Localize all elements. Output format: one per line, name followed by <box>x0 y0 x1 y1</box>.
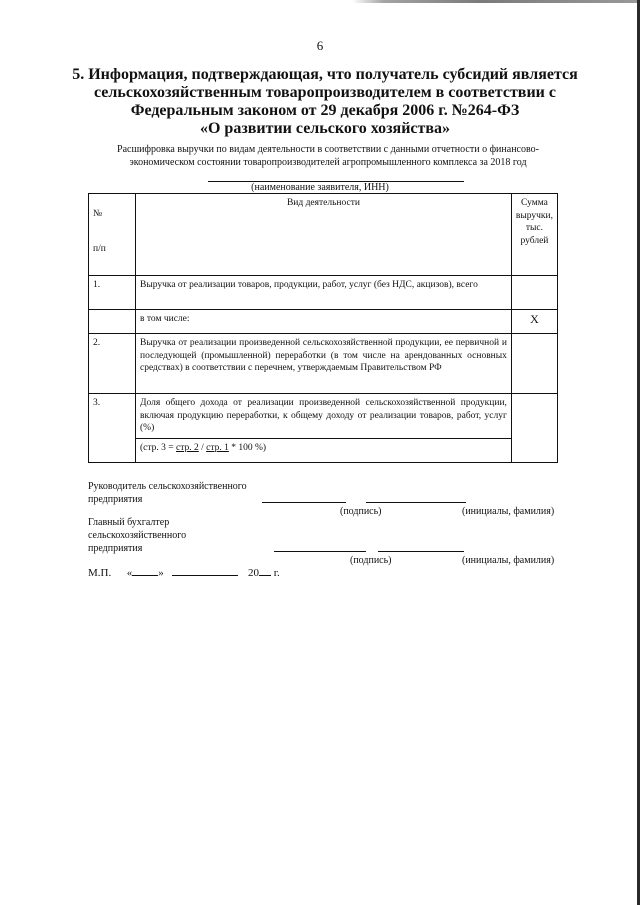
formula-suffix: * 100 %) <box>228 442 267 453</box>
title-line-2: сельскохозяйственным товаропроизводителем в соответствии с <box>94 84 556 101</box>
row-1-sum <box>511 276 557 310</box>
document-title <box>60 66 590 138</box>
header-num-sign: № <box>93 209 103 219</box>
head-signature-label <box>88 480 247 506</box>
accountant-signature-line <box>274 551 366 552</box>
accountant-signature-caption: (подпись) <box>350 555 392 566</box>
accountant-initials-line <box>378 551 464 552</box>
head-initials-line <box>366 502 466 503</box>
subtitle-line-2: экономическом состоянии товаропроизводителей агропромышленного комплекса за 2018 год <box>129 157 527 168</box>
stamp-date-row <box>88 567 280 580</box>
subtitle-line-1: Расшифровка выручки по видам деятельности в соответствии с данными отчетности о финансово- <box>117 144 539 155</box>
scan-edge-top <box>0 0 640 3</box>
date-day-blank <box>132 575 158 576</box>
row-sub-num <box>89 310 136 334</box>
date-year-prefix: 20 <box>247 567 259 579</box>
formula-separator: / <box>198 442 207 453</box>
title-line-3: Федеральным законом от 29 декабря 2006 г. №264-ФЗ <box>130 102 520 119</box>
table-row <box>89 334 558 394</box>
table-row <box>89 438 558 462</box>
table-header-row <box>89 194 558 276</box>
row-3-sum <box>511 394 557 463</box>
stamp-label: М.П. <box>88 567 112 579</box>
formula-ref-row2: стр. 2 <box>176 442 199 453</box>
formula-cell <box>136 438 512 462</box>
table-row <box>89 310 558 334</box>
row-sub-sum: X <box>511 310 557 334</box>
header-num-pp: п/п <box>93 243 106 254</box>
formula-ref-row1: стр. 1 <box>206 442 229 453</box>
head-initials-caption: (инициалы, фамилия) <box>462 506 555 517</box>
row-2-sum <box>511 334 557 394</box>
formula-prefix: (стр. 3 = <box>140 442 177 453</box>
title-line-1: 5. Информация, подтверждающая, что получатель субсидий является <box>72 66 578 83</box>
applicant-caption: (наименование заявителя, ИНН) <box>251 182 389 193</box>
table-row <box>89 276 558 310</box>
date-year-blank <box>259 575 271 576</box>
row-1-desc: Выручка от реализации товаров, продукции, работ, услуг (без НДС, акцизов), всего <box>136 276 512 310</box>
head-label-line-2: предприятия <box>88 494 143 505</box>
date-month-blank <box>172 575 238 576</box>
head-signature-caption: (подпись) <box>340 506 382 517</box>
table-row <box>89 394 558 439</box>
page-number: 6 <box>316 38 324 53</box>
revenue-table <box>88 193 558 463</box>
header-sum: Сумма выручки, тыс. рублей <box>511 194 557 276</box>
row-1-num: 1. <box>89 276 136 310</box>
row-3-desc: Доля общего дохода от реализации произведенной сельскохозяйственной продукции, включая продукцию переработки, к общему доходу от реализации товаров, работ, услуг (%) <box>136 394 512 439</box>
date-open-quote: « <box>126 567 133 579</box>
accountant-label-line-3: предприятия <box>88 543 143 554</box>
head-label-line-1: Руководитель сельскохозяйственного <box>88 481 247 492</box>
accountant-label-line-2: сельскохозяйственного <box>88 530 187 541</box>
head-signature-line <box>262 502 346 503</box>
header-activity: Вид деятельности <box>136 194 512 276</box>
accountant-signature-label <box>88 516 186 555</box>
document-subtitle <box>80 143 576 169</box>
header-num-cell <box>89 194 136 276</box>
accountant-initials-caption: (инициалы, фамилия) <box>462 555 555 566</box>
row-2-num: 2. <box>89 334 136 394</box>
row-3-num: 3. <box>89 394 136 463</box>
date-close-quote: » <box>158 567 164 579</box>
row-sub-desc: в том числе: <box>136 310 512 334</box>
title-line-4: «О развитии сельского хозяйства» <box>199 120 451 137</box>
date-year-suffix: г. <box>273 567 280 579</box>
row-2-desc: Выручка от реализации произведенной сельскохозяйственной продукции, ее первичной и последующей (промышленной) переработки (в том числе на арендованных основных средствах) в соответствии с перечнем, утверждаемым Правительством РФ <box>136 334 512 394</box>
accountant-label-line-1: Главный бухгалтер <box>88 517 170 528</box>
